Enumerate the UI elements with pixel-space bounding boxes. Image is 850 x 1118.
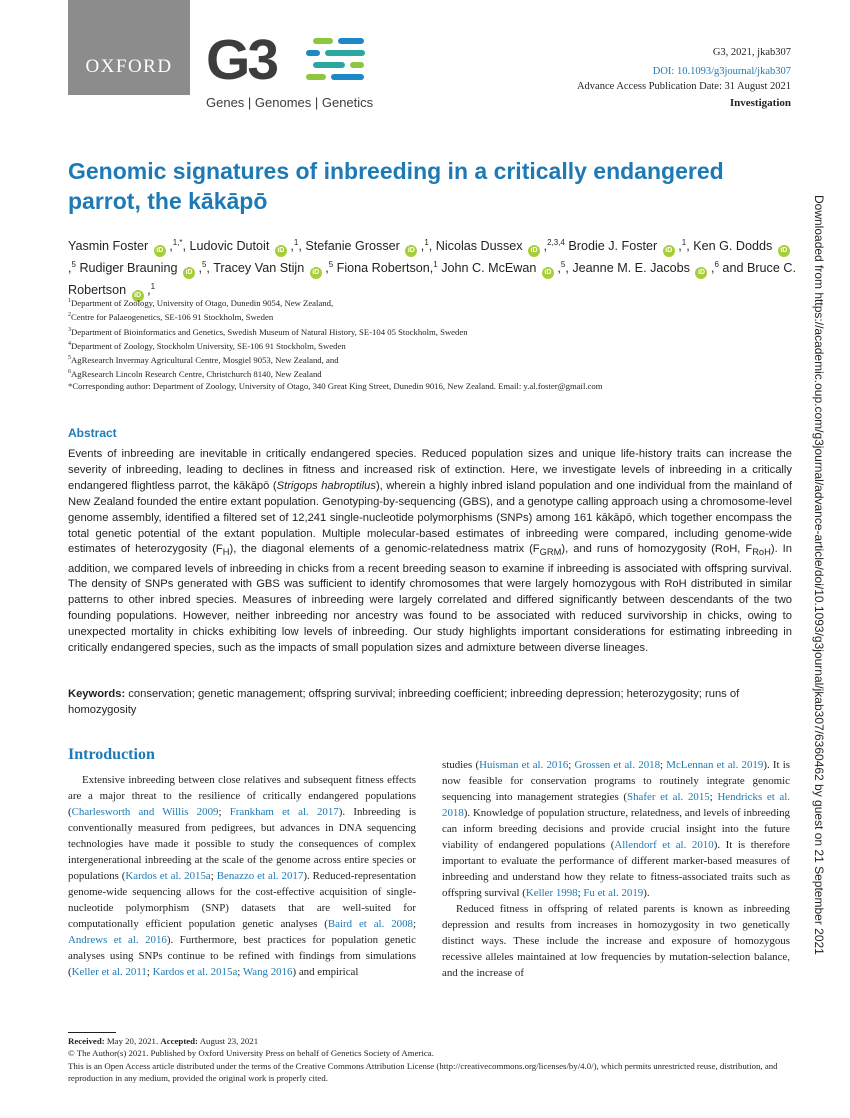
abstract-body: Events of inbreeding are inevitable in critically endangered species. Reduced population sizes and unique life-history traits can increase the severity of inbreeding, leading to declines in fitness and increased risk of extinction. Here, we investigate levels of inbreeding in a critically endangered flightless parrot, the kākāpō (Strigops habroptilus), wherein a highly inbred island population and one individual from the mainland of New Zealand founded the entire extant population. Genotyping-by-sequencing (GBS), and a genotype calling approach using a chromosome-level genome assembly, identified a filtered set of 12,241 single-nucleotide polymorphisms (SNPs) among 161 kākāpō, which together encompass the total genetic potential of the extant population. Multiple molecular-based estimates of inbreeding were compared, including genome-wide estimates of heterozygosity $(F_H)$, the diagonal elements of a genomic-relatedness matrix $(F_{GRM})$, and runs of homozygosity (RoH, $F_{RoH}$). In addition, we compared levels of inbreeding in chicks from a recent breeding season to examine if inbreeding is associated with offspring survival. The density of SNPs generated with GBS was sufficient to identify chromosomes that were largely homozygous with RoH distributed in similar patterns to other inbred species. Measures of inbreeding were largely correlated and differed significantly between descendants of the two founding populations. However, neither inbreeding nor ancestry was found to be associated with reduced survivorship in chicks, owing to unexpected mortality in chicks exhibiting low levels of inbreeding. Our study highlights important considerations for estimating inbreeding in critically endangered species, such as the impacts of small population sizes and admixture between diverse lineages. xyxy=(68,448,792,655)
keywords xyxy=(68,687,792,719)
paragraph-text: studies ( xyxy=(442,759,480,771)
affiliation-item: $^5$AgResearch Invermay Agricultural Centre, Mosgiel 9053, New Zealand, and xyxy=(68,355,339,366)
citation-link[interactable]: McLennan et al. 2019 xyxy=(666,759,764,771)
author-name: John C. McEwan xyxy=(441,261,537,276)
author-name: Fiona Robertson, xyxy=(336,261,434,276)
author-affiliation-marker: 1 xyxy=(433,260,438,270)
paragraph-text: ; xyxy=(237,966,243,978)
affiliation-item: $^2$Centre for Palaeogenetics, SE-106 91 Stockholm, Sweden xyxy=(68,312,274,323)
paragraph-text: Extensive inbreeding between close relatives and subsequent fitness effects are a major threat to the resilience of critically endangered populations ( xyxy=(68,774,416,818)
intro-paragraph xyxy=(68,772,416,980)
keywords-label: Keywords: xyxy=(68,688,126,700)
logo-dash-icon xyxy=(306,50,320,56)
footer-rule xyxy=(68,1032,116,1033)
author-affiliation-marker: 2,3,4 xyxy=(547,238,565,247)
orcid-icon[interactable]: iD xyxy=(154,245,166,257)
paragraph-text: ). Reduced-representation genome-wide sequencing allows for the cost-effective acquisition of single-nucleotide polymorphism (SNP) datasets that are well-suited for computationally efficient population genetic analyses ( xyxy=(68,870,417,930)
author-name: Yasmin Foster xyxy=(68,239,149,254)
logo-dash-icon xyxy=(338,38,364,44)
author-name: Bruce C. Robertson xyxy=(68,261,796,298)
author-affiliation-marker: 5 xyxy=(201,260,207,270)
intro-paragraph: Reduced fitness in offspring of related parents is known as inbreeding depression and results from increases in homozygosity in two genetically distinct ways. These include the increase and exposure of homozygous recessive alleles maintained at low frequencies by mutation-selection balance, and the increase of xyxy=(442,903,790,979)
author-affiliation-marker: 5 xyxy=(328,260,334,270)
citation-link[interactable]: Keller 1998 xyxy=(525,887,578,899)
citation-link[interactable]: Keller et al. 2011 xyxy=(71,966,147,978)
citation-link[interactable]: Charlesworth and Willis 2009 xyxy=(71,806,219,818)
orcid-icon[interactable]: iD xyxy=(132,290,144,302)
citation-link[interactable]: Shafer et al. 2015 xyxy=(627,791,710,803)
author-affiliation-marker: 1 xyxy=(681,238,687,247)
advance-access-date: Advance Access Publication Date: 31 August 2021 xyxy=(576,81,791,92)
author-list: Yasmin Foster iD ,$^{1,*}$, Ludovic Dutoit iD ,$^1$, Stefanie Grosser iD ,$^1$, Nicolas Dussex iD ,$^{2,3,4}$ Brodie J. Foster iD ,$^1$, Ken G. Dodds iD ,$^5$ Rudiger Brauning iD ,$^5$, Tracey Van Stijn iD ,$^5$ Fiona Robertson,$^1$ John C. McEwan iD ,$^5$, Jeanne M. E. Jacobs iD ,$^6$ and Bruce C. Robertson iD ,$^1$ xyxy=(68,235,798,302)
citation-link[interactable]: Grossen et al. 2018 xyxy=(574,759,661,771)
orcid-icon[interactable]: iD xyxy=(275,245,287,257)
affiliation-item: $^6$AgResearch Lincoln Research Centre, Christchurch 8140, New Zealand xyxy=(68,369,322,380)
logo-dash-icon xyxy=(313,62,345,68)
journal-reference: G3, 2021, jkab307 xyxy=(712,47,791,58)
citation-link[interactable]: Kardos et al. 2015a xyxy=(125,870,211,882)
citation-link[interactable]: Kardos et al. 2015a xyxy=(152,966,238,978)
citation-link[interactable]: Hendricks et al. 2018 xyxy=(442,791,790,819)
author-name: Ludovic Dutoit xyxy=(189,239,270,254)
citation-link[interactable]: Andrews et al. 2016 xyxy=(68,934,167,946)
article-type: Investigation xyxy=(729,97,791,109)
doi-link[interactable]: DOI: 10.1093/g3journal/jkab307 xyxy=(652,66,791,77)
paragraph-text: ; xyxy=(577,887,584,899)
affiliation-item: $^1$Department of Zoology, University of Otago, Dunedin 9054, New Zealand, xyxy=(68,297,334,308)
g3-logo-text: G3 xyxy=(206,28,277,92)
orcid-icon[interactable]: iD xyxy=(542,267,554,279)
download-watermark: Downloaded from https://academic.oup.com/g3journal/advance-article/doi/10.1093/g3journal/jkab307/6360462 by guest on 21 September 2021 xyxy=(812,195,826,955)
paragraph-text: ; xyxy=(709,791,718,803)
logo-dash-icon xyxy=(350,62,364,68)
intro-column-left xyxy=(68,772,416,980)
logo-dash-icon xyxy=(306,74,326,80)
footer xyxy=(68,1035,792,1085)
orcid-icon[interactable]: iD xyxy=(695,267,707,279)
publisher-name: OXFORD xyxy=(85,56,173,77)
paragraph-text: ; xyxy=(146,966,153,978)
author-affiliation-marker: 1,* xyxy=(172,238,183,247)
paragraph-text: ; xyxy=(660,759,667,771)
citation-link[interactable]: Wang 2016 xyxy=(242,966,293,978)
logo-dash-icon xyxy=(325,50,365,56)
copyright-line: © The Author(s) 2021. Published by Oxford University Press on behalf of Genetics Society of America. xyxy=(68,1048,434,1059)
author-affiliation-marker: 6 xyxy=(714,260,719,270)
citation-link[interactable]: Frankham et al. 2017 xyxy=(229,806,339,818)
intro-column-right xyxy=(442,757,790,981)
author-affiliation-marker: 1 xyxy=(424,238,429,247)
paragraph-text: ; xyxy=(210,870,217,882)
orcid-icon[interactable]: iD xyxy=(405,245,417,257)
orcid-icon[interactable]: iD xyxy=(778,245,790,257)
orcid-icon[interactable]: iD xyxy=(663,245,675,257)
paragraph-text: ; xyxy=(218,806,230,818)
author-affiliation-marker: 1 xyxy=(293,238,299,247)
orcid-icon[interactable]: iD xyxy=(528,245,540,257)
paragraph-text: ). Furthermore, best practices for population genetic analyses using SNPs continue to be refined with findings from simulations ( xyxy=(68,934,416,978)
citation-link[interactable]: Allendorf et al. 2010 xyxy=(614,839,714,851)
keywords-text: conservation; genetic management; offspring survival; inbreeding coefficient; inbreeding depression; heterozygosity; runs of homozygosity xyxy=(68,688,740,716)
paragraph-text: ). It is therefore important to evaluate the performance of different marker-based measures of inbreeding and understand how they relate to fitness-associated traits such as offspring survival ( xyxy=(442,839,791,899)
author-name: Ken G. Dodds xyxy=(693,239,773,254)
affiliation-item: $^4$Department of Zoology, Stockholm University, SE-106 91 Stockholm, Sweden xyxy=(68,340,346,351)
citation-link[interactable]: Baird et al. 2008 xyxy=(327,918,413,930)
license-text: This is an Open Access article distributed under the terms of the Creative Commons Attribution License (http://creativecommons.org/licenses/by/4.0/), which permits unrestricted reuse, distribution, and reproduction in any medium, provided the original work is properly cited. xyxy=(68,1060,778,1084)
corresponding-author: *Corresponding author: Department of Zoology, University of Otago, 340 Great King Street, Dunedin 9016, New Zealand. Email: y.al.foster@gmail.com xyxy=(68,381,603,391)
author-affiliation-marker: 5 xyxy=(71,260,76,270)
paragraph-text: ). Inbreeding is conventionally measured from pedigrees, but advances in DNA sequencing technologies have made it possible to study the consequences of complex intergenerational inbreeding at the scale of the genome across entire species or populations ( xyxy=(68,806,416,882)
logo-subtitle: Genes | Genomes | Genetics xyxy=(206,95,374,110)
abstract-heading: Abstract xyxy=(68,426,117,440)
affiliation-item: $^3$Department of Bioinformatics and Genetics, Swedish Museum of Natural History, SE-104 05 Stockholm, Sweden xyxy=(68,326,468,337)
intro-paragraph xyxy=(442,757,790,901)
author-name: Nicolas Dussex xyxy=(435,239,523,254)
dates-line: Received: May 20, 2021. Accepted: August 23, 2021 xyxy=(68,1036,259,1046)
paragraph-text: ; xyxy=(568,759,575,771)
paragraph-text: ). It is now feasible for conservation programs to routinely integrate genomic sequencing into management strategies ( xyxy=(442,759,790,803)
citation-link[interactable]: Huisman et al. 2016 xyxy=(479,759,569,771)
paragraph-text: ; xyxy=(412,918,417,930)
g3-logo xyxy=(206,28,376,92)
logo-dash-icon xyxy=(331,74,364,80)
paragraph-text: ). xyxy=(643,887,650,899)
author-affiliation-marker: 5 xyxy=(560,260,566,270)
species-name: Strigops habroptilus xyxy=(276,479,376,492)
citation-link[interactable]: Benazzo et al. 2017 xyxy=(216,870,304,882)
author-name: Stefanie Grosser xyxy=(305,239,400,254)
article-title: Genomic signatures of inbreeding in a critically endangered parrot, the kākāpō xyxy=(68,158,724,214)
affiliation-list xyxy=(68,295,798,381)
introduction-heading: Introduction xyxy=(68,746,155,763)
author-affiliation-marker: 1 xyxy=(150,282,156,292)
oxford-logo xyxy=(68,0,190,95)
author-name: Jeanne M. E. Jacobs xyxy=(572,261,690,276)
orcid-icon[interactable]: iD xyxy=(183,267,195,279)
author-name: Tracey Van Stijn xyxy=(213,261,305,276)
author-name: Rudiger Brauning xyxy=(79,261,178,276)
citation-link[interactable]: Fu et al. 2019 xyxy=(583,887,644,899)
paragraph-text: ) and empirical xyxy=(292,966,359,978)
logo-dash-icon xyxy=(313,38,333,44)
paragraph-text: ). Knowledge of population structure, relatedness, and levels of inbreeding can inform breeding decisions and provide crucial insight into the future viability of endangered populations ( xyxy=(442,807,790,851)
author-name: Brodie J. Foster xyxy=(568,239,658,254)
orcid-icon[interactable]: iD xyxy=(310,267,322,279)
